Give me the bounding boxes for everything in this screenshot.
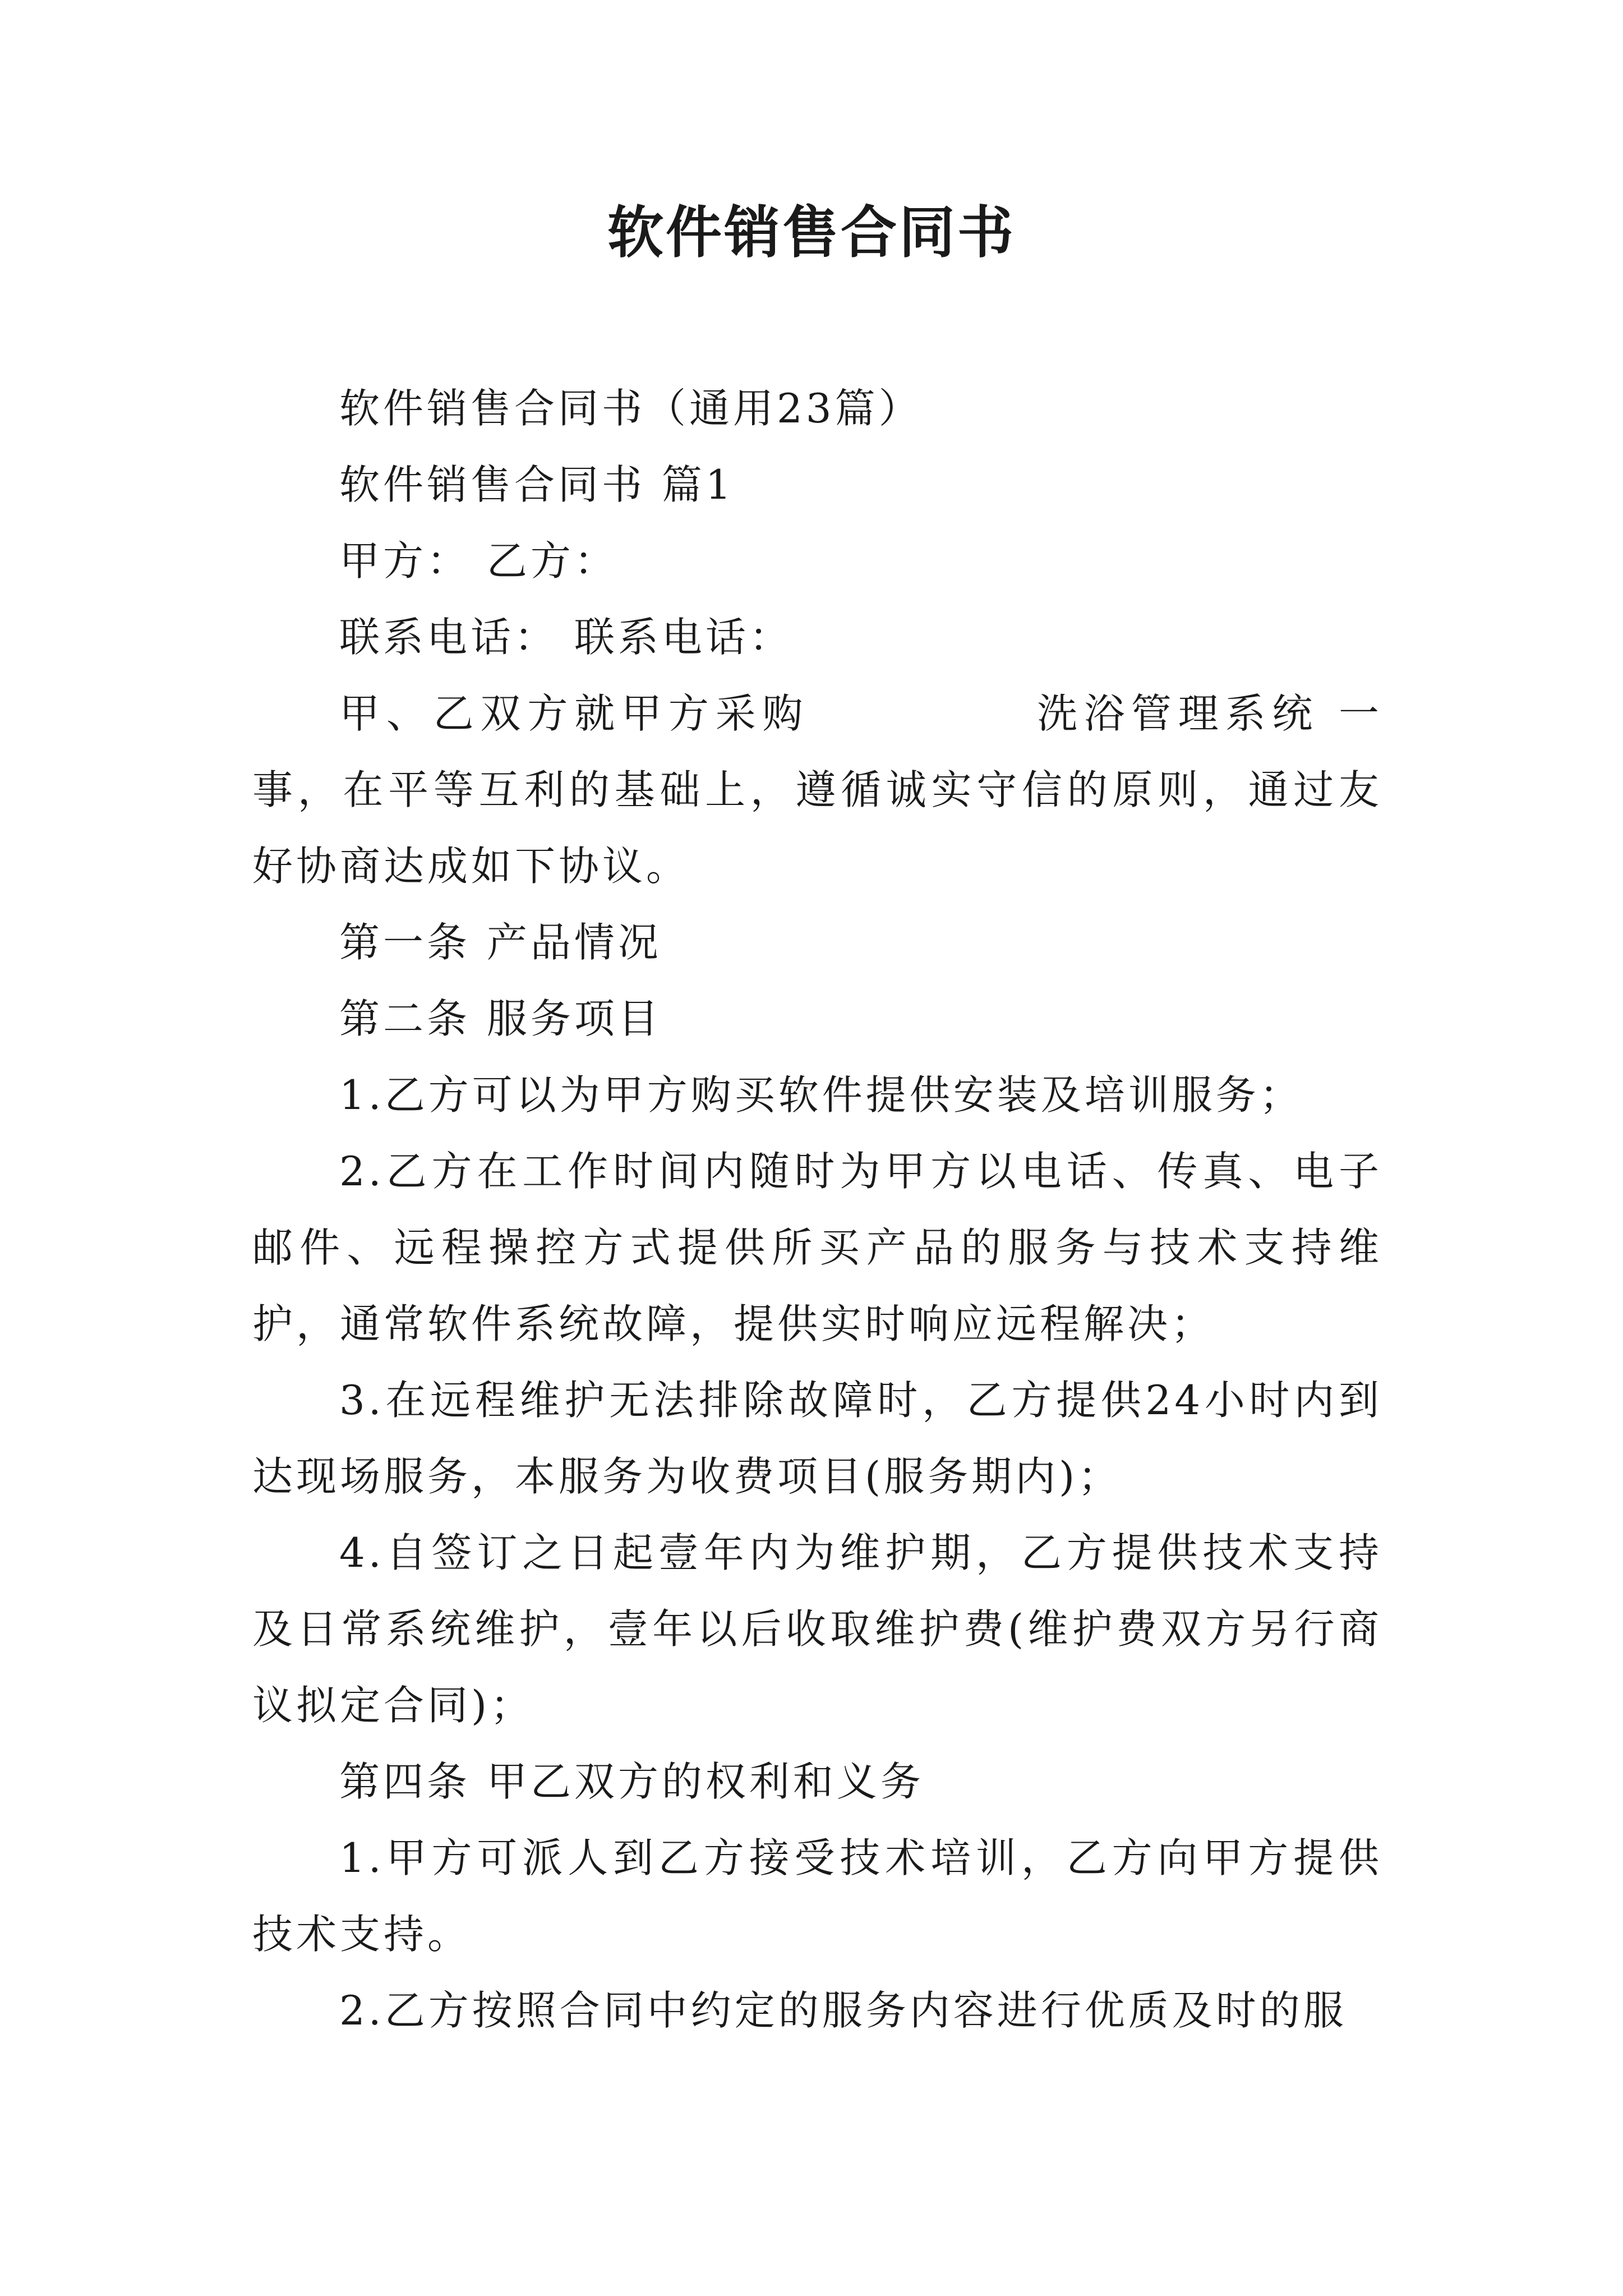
- service-item-4: 4.自签订之日起壹年内为维护期，乙方提供技术支持及日常系统维护，壹年以后收取维护费(维护费双方另行商议拟定合同)；: [252, 1529, 1382, 1729]
- paragraph-chapter-heading: 软件销售合同书 篇1: [339, 461, 735, 508]
- article-1-heading: 第一条 产品情况: [339, 919, 662, 966]
- rights-item-2: 2.乙方按照合同中约定的服务内容进行优质及时的服: [339, 1987, 1347, 2034]
- document-body: [252, 370, 1382, 2049]
- preamble-part-a: 甲、乙双方就甲方采购: [339, 690, 810, 737]
- paragraph-parties: 甲方： 乙方：: [339, 537, 618, 585]
- service-item-3: 3.在远程维护无法排除故障时，乙方提供24小时内到达现场服务，本服务为收费项目(服务期内)；: [252, 1377, 1382, 1500]
- paragraph-phones: 联系电话： 联系电话：: [339, 614, 793, 661]
- service-item-1: 1.乙方可以为甲方购买软件提供安装及培训服务；: [339, 1071, 1303, 1119]
- preamble-part-b: 洗浴管理系统 一事，在平等互利的基础上，遵循诚实守信的原则，通过友好协商达成如下协议。: [252, 690, 1382, 890]
- rights-item-1: 1.甲方可派人到乙方接受技术培训，乙方向甲方提供技术支持。: [252, 1834, 1382, 1958]
- article-2-heading: 第二条 服务项目: [339, 995, 662, 1042]
- paragraph-preamble: [252, 675, 1382, 904]
- document-title: 软件销售合同书: [607, 200, 1016, 265]
- article-4-heading: 第四条 甲乙双方的权利和义务: [339, 1758, 924, 1805]
- paragraph-subtitle: 软件销售合同书（通用23篇）: [339, 385, 923, 432]
- service-item-2: 2.乙方在工作时间内随时为甲方以电话、传真、电子邮件、远程操控方式提供所买产品的服务与技术支持维护，通常软件系统故障，提供实时响应远程解决；: [252, 1148, 1382, 1347]
